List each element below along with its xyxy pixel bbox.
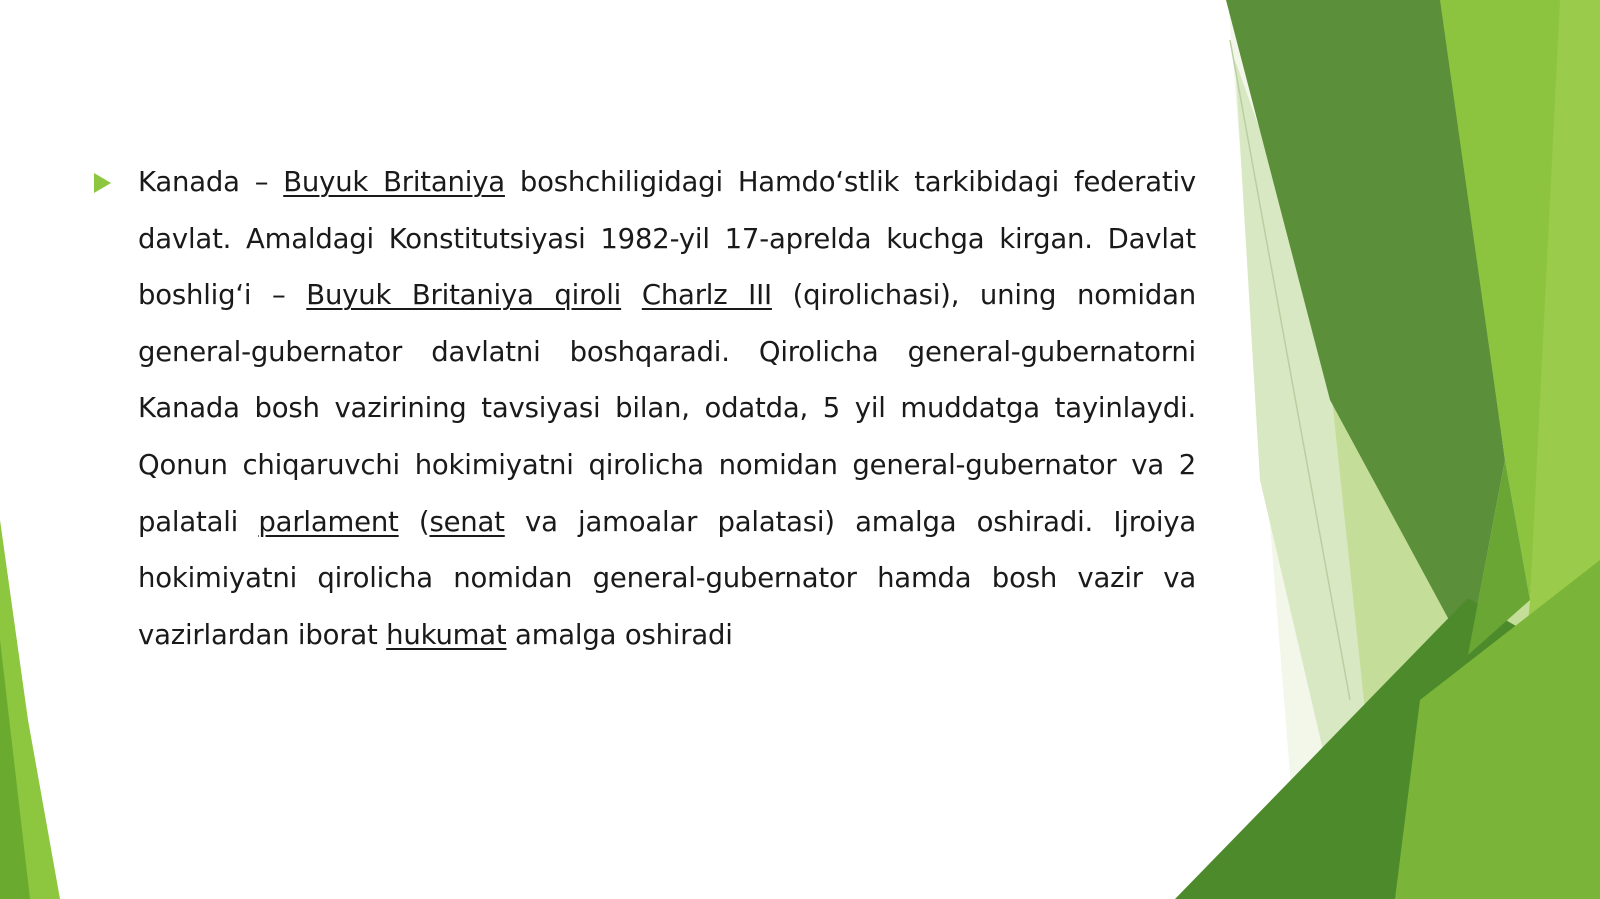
triangle-arrow-bullet-icon — [94, 173, 111, 193]
paragraph-link[interactable]: Buyuk Britaniya — [283, 166, 505, 198]
paragraph-link[interactable]: Charlz III — [641, 279, 772, 312]
paragraph-text — [621, 279, 642, 311]
paragraph-text: boshchiligidagi Hamdo‘stlik tarkibidagi federativ davlat. Amaldagi Konstitutsiyasi 1982-yil 17-aprelda kuchga kirgan. Davlat boshlig‘i – — [138, 166, 1196, 312]
bullet-paragraph — [138, 154, 1196, 663]
bullet-item — [90, 154, 1196, 663]
paragraph-text: amalga oshiradi — [506, 618, 733, 651]
paragraph-link[interactable]: senat — [429, 505, 505, 538]
paragraph-link[interactable]: Buyuk Britaniya qiroli — [306, 279, 622, 312]
paragraph-text: ( — [398, 505, 430, 538]
paragraph-text: (qirolichasi), uning nomidan general-gubernator davlatni boshqaradi. Qirolicha general-gubernatorni Kanada bosh vazirining tavsiyasi bilan, odatda, 5 yil muddatga tayinlaydi. Qonun chiqaruvchi hokimiyatni qirolicha nomidan general-gubernator va 2 palatali — [138, 279, 1197, 538]
paragraph-text: Kanada – — [138, 166, 284, 198]
paragraph-link[interactable]: parlament — [258, 505, 399, 538]
paragraph-text: va jamoalar palatasi) amalga oshiradi. Ijroiya hokimiyatni qirolicha nomidan general-gubernator hamda bosh vazir va vazirlardan iborat — [138, 505, 1196, 651]
paragraph-link[interactable]: hukumat — [386, 618, 507, 651]
slide-content — [90, 154, 1196, 663]
